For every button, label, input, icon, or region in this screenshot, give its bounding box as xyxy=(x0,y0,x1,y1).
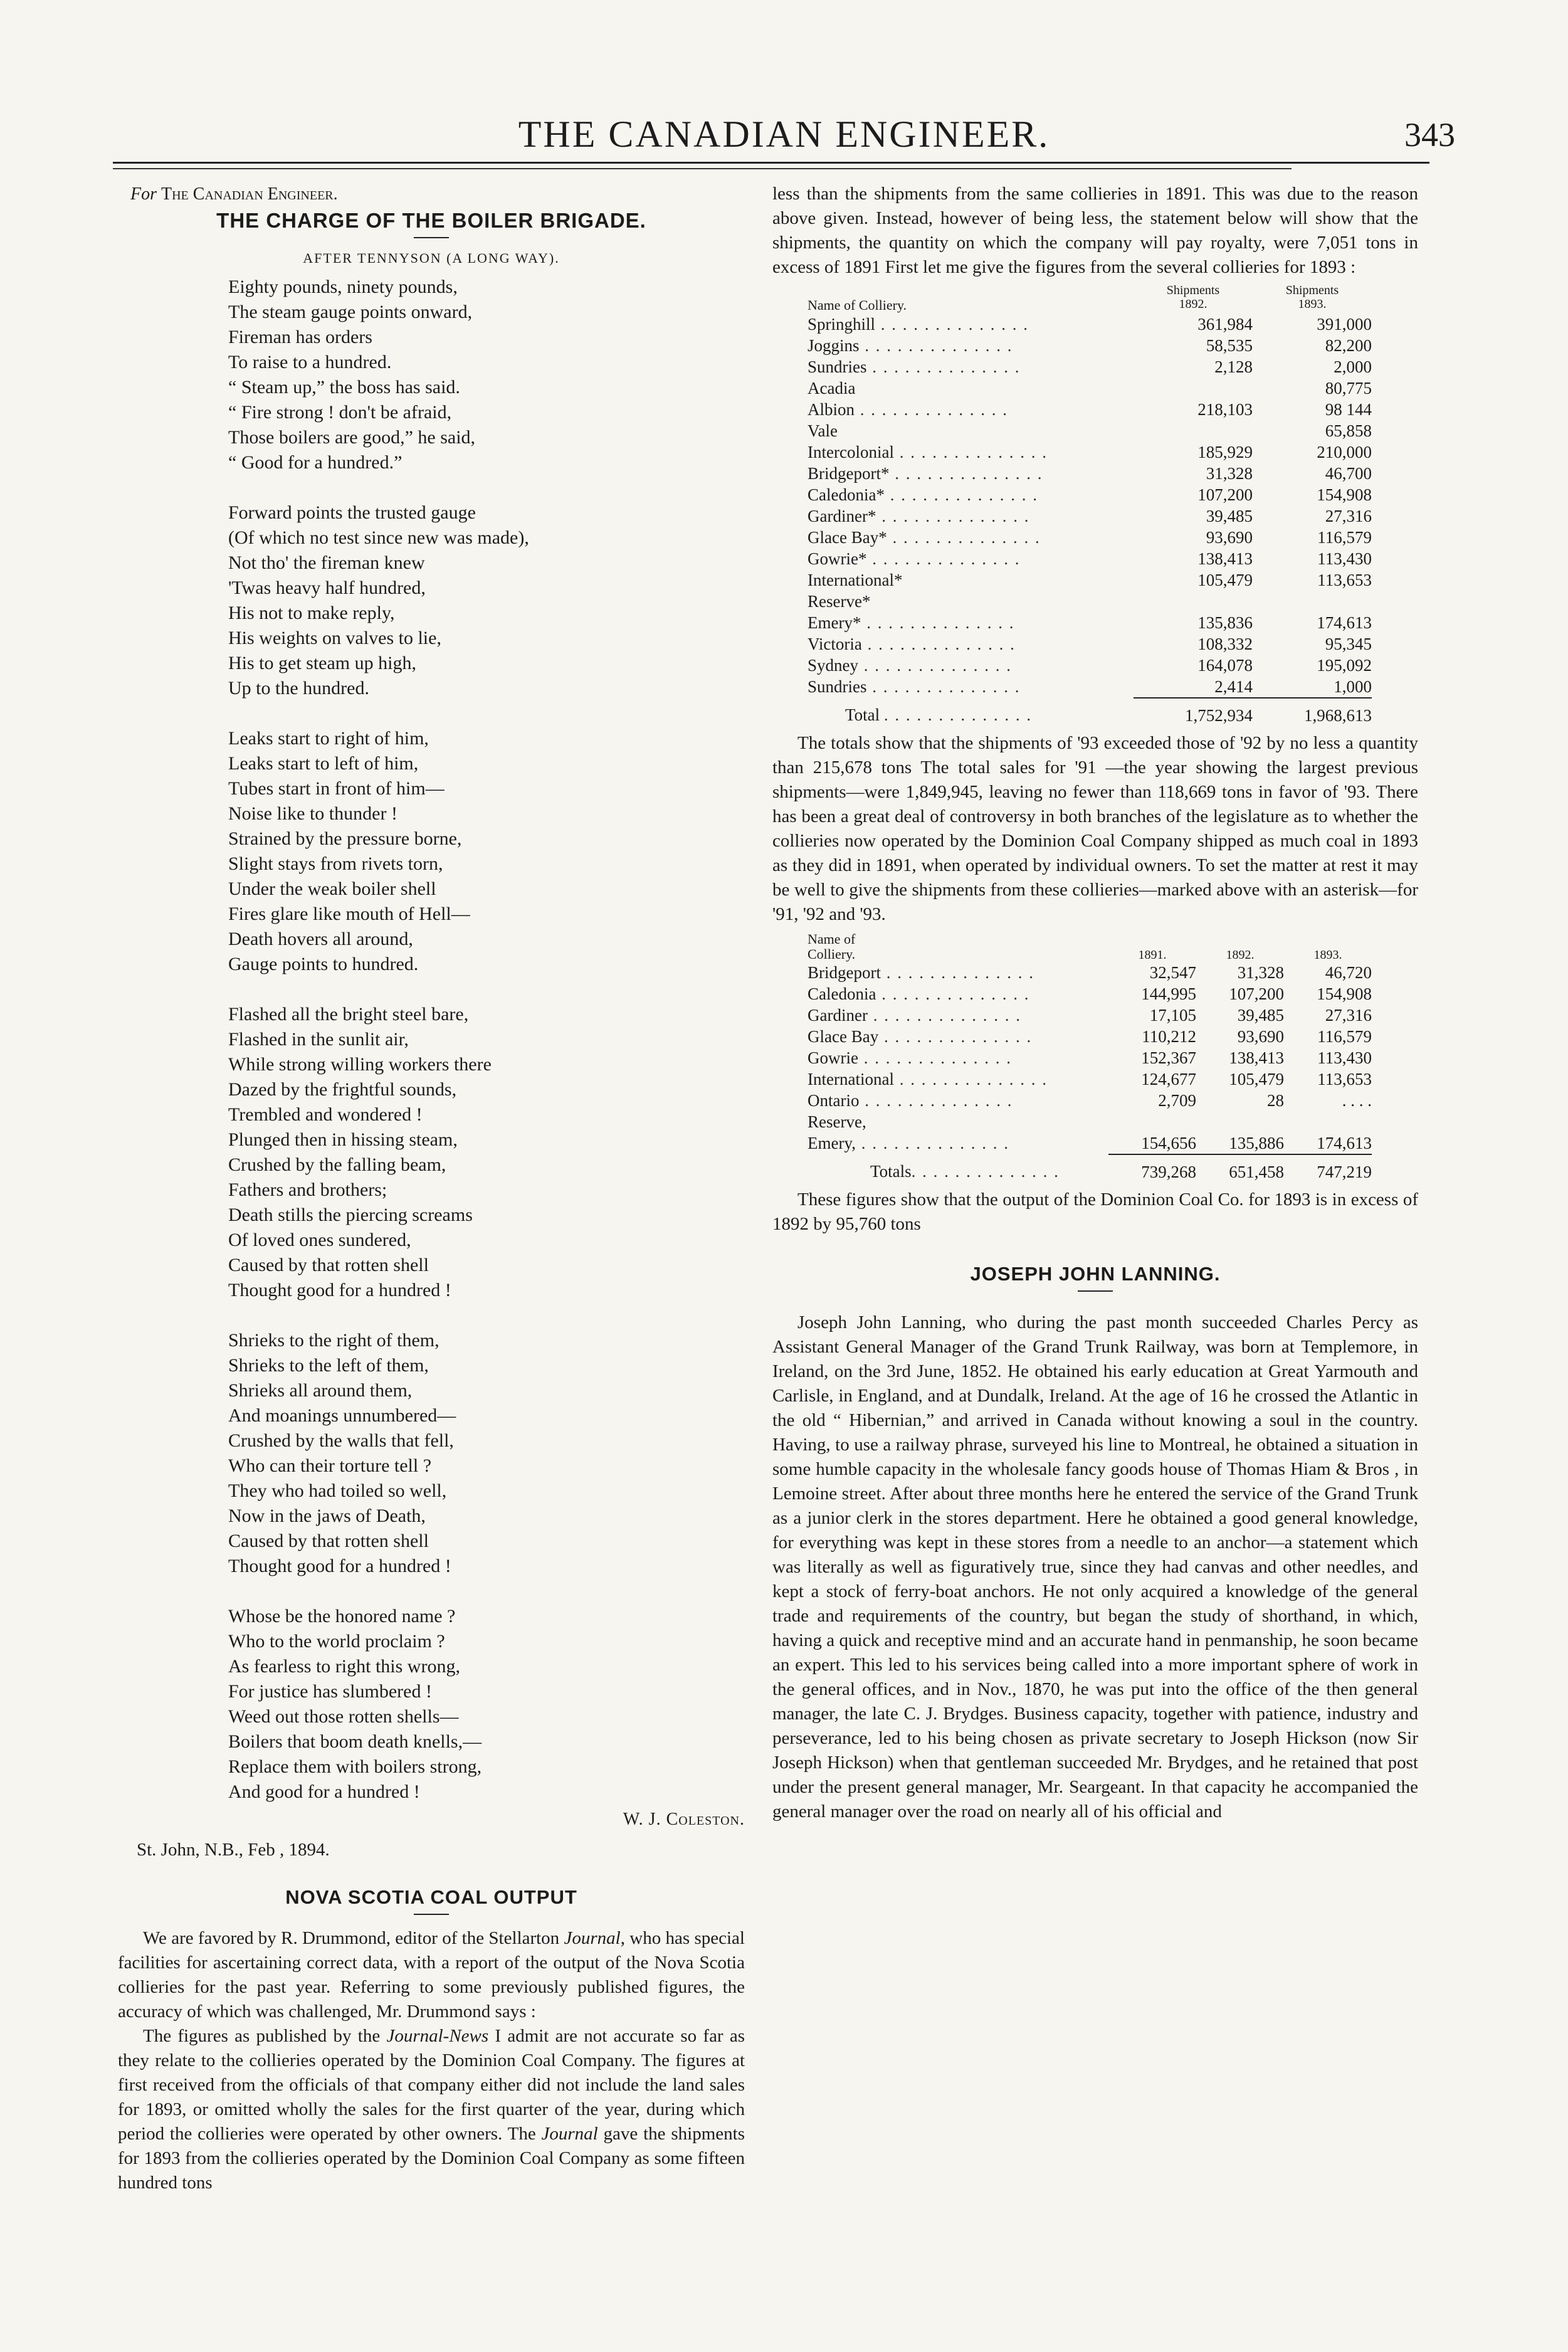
table-cell xyxy=(808,527,1134,548)
colliery-name: Victoria xyxy=(808,635,862,653)
total-label: Total xyxy=(845,705,880,724)
poem-line: His not to make reply, xyxy=(228,603,395,623)
colliery-name: Caledonia* xyxy=(808,485,885,504)
lanning-paragraph: Joseph John Lanning, who during the past month succeeded Charles Percy as Assistant General Manager of the Grand Trunk Railway, was born at Templemore, in Ireland, on the 3rd June, 1852. He obtained his early education at Great Yarmouth and Carlisle, in England, and at Dundalk, Ireland. At the age of 16 he crossed the Atlantic in the old “ Hibernian,” and arrived in Canada without knowing a soul in the country. Having, to use a railway phrase, surveyed his line to Montreal, he obtained a situation in some humble capacity in the wholesale fancy goods house of Thomas Hiam & Bros , in Lemoine street. After about three months here he entered the service of the Grand Trunk as a junior clerk in the stores department. Here he obtained a good general knowledge, for everything was kept in these stores from a needle to an anchor—a statement which was literally as well as figuratively true, since they had canvas and other needles, and kept a stock of ferry-boat anchors. He not only acquired a knowledge of the general trade and requirements of the country, but began the study of shorthand, in which, having a quick and receptive mind and an accurate hand in penmanship, he soon became an expert. This led to his services being called into a more important sphere of work in the general offices, and in Nov., 1870, he was put into the office of the then general manager, the late C. J. Brydges. Business capacity, together with patience, industry and perseverance, led to his being chosen as private secretary to Joseph Hickson (now Sir Joseph Hickson) when that gentleman succeeded Mr. Brydges, and he retained that post under the present general manager, Mr. Seargeant. In that capacity he accompanied the general manager over the road on nearly all of his official and xyxy=(772,1312,1418,1822)
poem-stanza xyxy=(228,275,745,475)
poem-line: His weights on valves to lie, xyxy=(228,628,441,648)
page-number: 343 xyxy=(1404,116,1455,154)
leader-dots: . . . . . . . . . . . . . . xyxy=(911,1162,1060,1181)
poem-line: Caused by that rotten shell xyxy=(228,1531,429,1551)
table-cell: 65,858 xyxy=(1325,421,1372,440)
colliery-name: Bridgeport xyxy=(808,963,881,982)
poem-line: The steam gauge points onward, xyxy=(228,302,473,322)
table-cell: 28 xyxy=(1267,1091,1284,1110)
table-cell: 58,535 xyxy=(1206,336,1253,355)
colliery-name: International xyxy=(808,1070,894,1089)
publication-name: The Canadian Engineer. xyxy=(161,184,338,204)
table-body xyxy=(808,314,1372,698)
poem-stanza xyxy=(228,500,745,701)
table-cell: 108,332 xyxy=(1197,635,1253,653)
journal-name: Journal-News xyxy=(386,2026,489,2046)
table-cell: 218,103 xyxy=(1197,400,1253,419)
table-cell: 107,200 xyxy=(1197,485,1253,504)
coal-shipments-table xyxy=(808,283,1372,726)
table-row xyxy=(808,484,1372,505)
table-cell xyxy=(808,420,1134,441)
poem-author: W. J. Coleston. xyxy=(623,1810,745,1829)
colliery-name: Gardiner xyxy=(808,1006,868,1025)
table-row xyxy=(808,1047,1372,1068)
table-cell: 93,690 xyxy=(1237,1027,1284,1046)
colliery-name: Sydney xyxy=(808,656,858,675)
table-cell xyxy=(808,1005,1108,1026)
table-cell: 1,752,934 xyxy=(1134,698,1253,726)
poem-line: As fearless to right this wrong, xyxy=(228,1656,460,1677)
leader-dots: . . . . . . . . . . . . . . xyxy=(893,443,1048,461)
colliery-name: Glace Bay* xyxy=(808,528,887,547)
colliery-name: International* xyxy=(808,571,903,589)
table-cell xyxy=(1134,420,1253,441)
leader-dots: . . . . . . . . . . . . . . xyxy=(866,357,1021,376)
colliery-name: Gowrie xyxy=(808,1048,858,1067)
table-cell: 116,579 xyxy=(1317,1027,1372,1046)
table-cell: . . . . xyxy=(1342,1091,1372,1110)
title-rule xyxy=(1078,1290,1113,1292)
coal-paragraph: These figures show that the output of the Dominion Coal Co. for 1893 is in excess of 1892 by 95,760 tons xyxy=(772,1189,1418,1234)
table-row xyxy=(808,548,1372,569)
table-row xyxy=(808,335,1372,356)
poem-line: Trembled and wondered ! xyxy=(228,1104,423,1125)
poem-line: Caused by that rotten shell xyxy=(228,1255,429,1275)
table-row xyxy=(808,463,1372,484)
table-cell xyxy=(808,698,1134,726)
table-cell xyxy=(808,591,1134,612)
table-cell: 110,212 xyxy=(1142,1027,1196,1046)
text-span: , who has special facilities for ascertaining correct data, with a report of the output of the Nova Scotia collieries for the past year. Referring to some previously published figures, the accuracy of which was challenged, Mr. Drummond says : xyxy=(118,1928,745,2022)
table-row xyxy=(808,633,1372,655)
table-header xyxy=(808,283,1134,297)
table-cell: 105,479 xyxy=(1229,1070,1284,1089)
coal-paragraph xyxy=(118,2024,745,2195)
poem-line: Who can their torture tell ? xyxy=(228,1455,432,1476)
text-span: The figures as published by the xyxy=(143,2026,387,2046)
table-cell: 391,000 xyxy=(1317,315,1372,334)
table-cell: 98 144 xyxy=(1325,400,1372,419)
poem-line: 'Twas heavy half hundred, xyxy=(228,577,426,598)
table-row xyxy=(808,1026,1372,1047)
table-header-row xyxy=(808,283,1372,297)
leader-dots: . . . . . . . . . . . . . . xyxy=(866,549,1021,568)
title-rule xyxy=(414,1914,449,1915)
header-rule xyxy=(113,162,1429,164)
left-column xyxy=(118,182,745,2195)
for-prefix: For xyxy=(130,184,157,204)
leader-dots: . . . . . . . . . . . . . . xyxy=(858,656,1012,675)
poem-place-date: St. John, N.B., Feb , 1894. xyxy=(137,1840,330,1860)
colliery-name: Emery, xyxy=(808,1134,856,1152)
poem-line: Fires glare like mouth of Hell— xyxy=(228,904,470,924)
poem-line: Flashed in the sunlit air, xyxy=(228,1029,409,1050)
table-cell: 93,690 xyxy=(1206,528,1253,547)
poem-line: Slight stays from rivets torn, xyxy=(228,853,443,874)
table-cell: 107,200 xyxy=(1229,984,1284,1003)
poem-line: Boilers that boom death knells,— xyxy=(228,1731,482,1752)
leader-dots: . . . . . . . . . . . . . . xyxy=(883,705,1033,724)
table-cell xyxy=(1108,1111,1196,1132)
poem-line: Thought good for a hundred ! xyxy=(228,1556,451,1576)
table-cell: 80,775 xyxy=(1325,379,1372,398)
colliery-name: Ontario xyxy=(808,1091,860,1110)
text-span: I admit are not accurate so far as they relate to the collieries operated by the Dominion Coal Company. The figures at first received from the officials of that company either did not include the land sales for 1893, or omitted wholly the sales for the first quarter of the year, during which period the collieries were operated by other owners. The xyxy=(118,2026,745,2144)
table-cell xyxy=(808,356,1134,377)
poem-line: Whose be the honored name ? xyxy=(228,1606,456,1627)
table-cell: 1,968,613 xyxy=(1253,698,1372,726)
poem-stanza xyxy=(228,1002,745,1303)
colliery-name: Intercolonial xyxy=(808,443,894,461)
text-span: gave the shipments for 1893 from the collieries operated by the Dominion Coal Company as some fifteen hundred tons xyxy=(118,2124,745,2193)
table-header: 1892. xyxy=(1226,948,1255,962)
right-column xyxy=(772,182,1418,1824)
table-cell: 31,328 xyxy=(1237,963,1284,982)
lanning-article-title: JOSEPH JOHN LANNING. xyxy=(970,1263,1221,1285)
poem-line: Plunged then in hissing steam, xyxy=(228,1129,458,1150)
table-cell: 154,908 xyxy=(1317,485,1372,504)
poem-stanza xyxy=(228,726,745,977)
poem-line: Death hovers all around, xyxy=(228,929,413,949)
journal-name: Journal xyxy=(564,1928,621,1948)
leader-dots: . . . . . . . . . . . . . . xyxy=(889,464,1043,483)
table-cell: 135,886 xyxy=(1229,1134,1284,1152)
table-cell: 27,316 xyxy=(1325,507,1372,525)
table-cell xyxy=(808,484,1134,505)
poem-line: Of loved ones sundered, xyxy=(228,1230,411,1250)
table-header: Shipments xyxy=(1285,283,1339,297)
table-row xyxy=(808,1005,1372,1026)
poem-line: Shrieks to the left of them, xyxy=(228,1355,429,1376)
table-cell: 2,414 xyxy=(1214,677,1253,696)
leader-dots: . . . . . . . . . . . . . . xyxy=(893,1070,1048,1089)
poem-line: “ Good for a hundred.” xyxy=(228,452,403,473)
poem-title: THE CHARGE OF THE BOILER BRIGADE. xyxy=(216,209,646,232)
table-cell: 116,579 xyxy=(1317,528,1372,547)
table-cell: 2,000 xyxy=(1334,357,1372,376)
table-cell xyxy=(808,377,1134,399)
table-cell: 174,613 xyxy=(1317,613,1372,632)
table-cell xyxy=(1253,591,1372,612)
table-cell xyxy=(808,655,1134,676)
poem-stanza xyxy=(228,1604,745,1805)
poem-line: Death stills the piercing screams xyxy=(228,1205,473,1225)
table-row xyxy=(808,314,1372,335)
table-cell: 135,836 xyxy=(1197,613,1253,632)
colliery-name: Vale xyxy=(808,421,838,440)
table-cell xyxy=(808,335,1134,356)
table-header: Shipments xyxy=(1166,283,1220,297)
table-cell xyxy=(808,1026,1108,1047)
poem-line: Thought good for a hundred ! xyxy=(228,1280,451,1300)
table-header: 1891. xyxy=(1138,948,1167,962)
poem-line: Eighty pounds, ninety pounds, xyxy=(228,277,458,297)
poem-line: Leaks start to left of him, xyxy=(228,753,419,774)
poem-line: Up to the hundred. xyxy=(228,678,369,699)
header-rule-thin xyxy=(113,168,1292,169)
table-header: Name of Colliery. xyxy=(808,297,907,313)
table-cell: 39,485 xyxy=(1206,507,1253,525)
table-cell: 144,995 xyxy=(1141,984,1196,1003)
colliery-name: Caledonia xyxy=(808,984,876,1003)
table-cell xyxy=(808,1047,1108,1068)
table-cell: 82,200 xyxy=(1325,336,1372,355)
table-cell xyxy=(808,314,1134,335)
table-total-row xyxy=(808,698,1372,726)
colliery-name: Joggins xyxy=(808,336,860,355)
poem-line: Dazed by the frightful sounds, xyxy=(228,1079,457,1100)
poem-line: Not tho' the fireman knew xyxy=(228,552,425,573)
colliery-name: Sundries xyxy=(808,357,867,376)
table-cell: 113,430 xyxy=(1317,549,1372,568)
poem-line: Under the weak boiler shell xyxy=(228,878,436,899)
poem-line: Those boilers are good,” he said, xyxy=(228,427,476,448)
poem-line: Tubes start in front of him— xyxy=(228,778,445,799)
colliery-name: Bridgeport* xyxy=(808,464,890,483)
poem-line: For justice has slumbered ! xyxy=(228,1681,432,1702)
table-cell: 17,105 xyxy=(1149,1006,1196,1025)
table-cell xyxy=(808,1132,1108,1154)
table-row xyxy=(808,1111,1372,1132)
header-line: Name of xyxy=(808,931,856,947)
table-row xyxy=(808,612,1372,633)
table-row xyxy=(808,962,1372,983)
table-cell: 31,328 xyxy=(1206,464,1253,483)
table-cell: 154,656 xyxy=(1141,1134,1196,1152)
table-cell xyxy=(808,399,1134,420)
table-row xyxy=(808,527,1372,548)
poem-line: And good for a hundred ! xyxy=(228,1781,420,1802)
table-row xyxy=(808,420,1372,441)
table-cell: 164,078 xyxy=(1197,656,1253,675)
poem-line: Forward points the trusted gauge xyxy=(228,502,476,523)
table-cell: 210,000 xyxy=(1317,443,1372,461)
leader-dots: . . . . . . . . . . . . . . xyxy=(855,1134,1009,1152)
table-header: 1893. xyxy=(1313,948,1342,962)
leader-dots: . . . . . . . . . . . . . . xyxy=(867,1006,1021,1025)
leader-dots: . . . . . . . . . . . . . . xyxy=(861,635,1016,653)
table-row xyxy=(808,441,1372,463)
leader-dots: . . . . . . . . . . . . . . xyxy=(855,400,1009,419)
table-header-row xyxy=(808,932,1372,962)
table-row xyxy=(808,1090,1372,1111)
poem-line: Gauge points to hundred. xyxy=(228,954,419,974)
poem-subtitle: AFTER TENNYSON (A LONG WAY). xyxy=(303,250,560,266)
coal-article-title: NOVA SCOTIA COAL OUTPUT xyxy=(285,1886,577,1908)
colliery-name: Reserve, xyxy=(808,1112,866,1131)
table-cell: 138,413 xyxy=(1197,549,1253,568)
poem-line: Leaks start to right of him, xyxy=(228,728,429,749)
colliery-name: Gowrie* xyxy=(808,549,867,568)
table-cell: 185,929 xyxy=(1197,443,1253,461)
table-row xyxy=(808,377,1372,399)
table-row xyxy=(808,356,1372,377)
table-cell: 361,984 xyxy=(1197,315,1253,334)
table-cell: 138,413 xyxy=(1229,1048,1284,1067)
poem-line: Flashed all the bright steel bare, xyxy=(228,1004,469,1025)
poem-line: “ Fire strong ! don't be afraid, xyxy=(228,402,452,423)
poem-line: They who had toiled so well, xyxy=(228,1480,447,1501)
table-cell: 113,653 xyxy=(1317,1070,1372,1089)
table-header: 1892. xyxy=(1179,297,1208,311)
table-cell xyxy=(808,441,1134,463)
poem-line: Strained by the pressure borne, xyxy=(228,828,462,849)
colliery-name: Springhill xyxy=(808,315,876,334)
table-cell xyxy=(808,1068,1108,1090)
page-header-title: THE CANADIAN ENGINEER. xyxy=(518,113,1050,155)
table-cell xyxy=(808,1154,1108,1183)
table-cell: 39,485 xyxy=(1237,1006,1284,1025)
table-cell: 46,700 xyxy=(1325,464,1372,483)
colliery-name: Sundries xyxy=(808,677,867,696)
leader-dots: . . . . . . . . . . . . . . xyxy=(887,528,1041,547)
table-row xyxy=(808,569,1372,591)
table-cell: 113,653 xyxy=(1317,571,1372,589)
colliery-name: Emery* xyxy=(808,613,861,632)
table-cell xyxy=(808,505,1134,527)
title-rule xyxy=(414,237,449,238)
poem-line: Fireman has orders xyxy=(228,327,372,347)
table-cell xyxy=(1134,591,1253,612)
poem-line: Replace them with boilers strong, xyxy=(228,1756,482,1777)
table-cell: 32,547 xyxy=(1149,963,1196,982)
table-cell xyxy=(808,1090,1108,1111)
table-cell: 747,219 xyxy=(1284,1154,1372,1183)
table-cell: 174,613 xyxy=(1317,1134,1372,1152)
table-header-row xyxy=(808,297,1372,314)
poem-line: Weed out those rotten shells— xyxy=(228,1706,459,1727)
poem-stanza xyxy=(228,1328,745,1579)
poem-line: And moanings unnumbered— xyxy=(228,1405,456,1426)
poem-line: (Of which no test since new was made), xyxy=(228,527,529,548)
poem-line: Crushed by the falling beam, xyxy=(228,1154,446,1175)
table-header: 1893. xyxy=(1298,297,1327,311)
table-total-row xyxy=(808,1154,1372,1183)
table-cell: 152,367 xyxy=(1141,1048,1196,1067)
table-cell: 2,709 xyxy=(1158,1091,1196,1110)
table-cell: 154,908 xyxy=(1317,984,1372,1003)
poem-line: While strong willing workers there xyxy=(228,1054,492,1075)
table-cell xyxy=(808,1111,1108,1132)
poem-line: His to get steam up high, xyxy=(228,653,416,673)
table-row xyxy=(808,591,1372,612)
table-cell: 1,000 xyxy=(1334,677,1372,696)
coal-paragraph xyxy=(118,1926,745,2024)
leader-dots: . . . . . . . . . . . . . . xyxy=(875,315,1029,334)
poem-line: Shrieks to the right of them, xyxy=(228,1330,439,1351)
table-cell xyxy=(808,569,1134,591)
table-cell: 2,128 xyxy=(1214,357,1253,376)
poem-line: Crushed by the walls that fell, xyxy=(228,1430,454,1451)
table-row xyxy=(808,1132,1372,1154)
total-label: Totals xyxy=(870,1162,912,1181)
leader-dots: . . . . . . . . . . . . . . xyxy=(884,485,1038,504)
header-line: Colliery. xyxy=(808,946,856,962)
journal-name: Journal xyxy=(541,2124,598,2144)
poem-line: Noise like to thunder ! xyxy=(228,803,397,824)
table-cell xyxy=(1284,1111,1372,1132)
table-cell xyxy=(808,633,1134,655)
poem-line: Fathers and brothers; xyxy=(228,1179,387,1200)
table-cell: 739,268 xyxy=(1108,1154,1196,1183)
table-header xyxy=(808,932,1108,962)
leader-dots: . . . . . . . . . . . . . . xyxy=(859,336,1013,355)
poem-body xyxy=(118,275,745,1805)
table-row xyxy=(808,655,1372,676)
coal-paragraph-continued: less than the shipments from the same collieries in 1891. This was due to the reason above given. Instead, however of being less, the statement below will show that the shipments, the quantity on which the company will pay royalty, were 7,051 tons in excess of 1891 First let me give the figures from the several collieries for 1893 : xyxy=(772,184,1418,277)
poem-line: To raise to a hundred. xyxy=(228,352,392,372)
table-cell: 105,479 xyxy=(1197,571,1253,589)
colliery-name: Glace Bay xyxy=(808,1027,879,1046)
colliery-name: Acadia xyxy=(808,379,856,398)
table-cell xyxy=(808,612,1134,633)
leader-dots: . . . . . . . . . . . . . . xyxy=(858,1048,1012,1067)
poem-line: Who to the world proclaim ? xyxy=(228,1631,445,1652)
table-cell: 651,458 xyxy=(1196,1154,1284,1183)
leader-dots: . . . . . . . . . . . . . . xyxy=(880,963,1034,982)
table-cell xyxy=(808,983,1108,1005)
table-cell xyxy=(1196,1111,1284,1132)
table-cell: 95,345 xyxy=(1325,635,1372,653)
table-row xyxy=(808,676,1372,698)
table-row xyxy=(808,399,1372,420)
table-cell xyxy=(808,962,1108,983)
table-cell: 46,720 xyxy=(1325,963,1372,982)
table-cell xyxy=(808,463,1134,484)
table-cell xyxy=(1134,377,1253,399)
colliery-name: Gardiner* xyxy=(808,507,876,525)
poem-line: “ Steam up,” the boss has said. xyxy=(228,377,460,398)
leader-dots: . . . . . . . . . . . . . . xyxy=(859,1091,1013,1110)
table-row xyxy=(808,1068,1372,1090)
table-row xyxy=(808,983,1372,1005)
table-cell xyxy=(808,676,1134,698)
poem-line: Now in the jaws of Death, xyxy=(228,1506,426,1526)
text-span: We are favored by R. Drummond, editor of the Stellarton xyxy=(143,1928,564,1948)
coal-paragraph: The totals show that the shipments of '93 exceeded those of '92 by no less a quantity than 215,678 tons The total sales for '91 —the year showing the largest previous shipments—were 1,849,945, leaving no fewer than 118,669 tons in favor of '93. There has been a great deal of controversy in both branches of the legislature as to whether the collieries now operated by the Dominion Coal Company shipped as much coal in 1893 as they did in 1891, when operated by individual owners. To set the matter at rest it may be well to give the shipments from these collieries—marked above with an asterisk—for '91, '92 and '93. xyxy=(772,733,1418,924)
colliery-name: Albion xyxy=(808,400,855,419)
leader-dots: . . . . . . . . . . . . . . xyxy=(876,984,1030,1003)
table-row xyxy=(808,505,1372,527)
table-body xyxy=(808,962,1372,1154)
asterisk-collieries-table xyxy=(808,932,1372,1183)
poem-line: Shrieks all around them, xyxy=(228,1380,413,1401)
table-cell: 113,430 xyxy=(1317,1048,1372,1067)
leader-dots: . . . . . . . . . . . . . . xyxy=(878,1027,1033,1046)
leader-dots: . . . . . . . . . . . . . . xyxy=(876,507,1030,525)
table-cell: 27,316 xyxy=(1325,1006,1372,1025)
colliery-name: Reserve* xyxy=(808,592,871,611)
table-cell xyxy=(808,548,1134,569)
leader-dots: . . . . . . . . . . . . . . xyxy=(866,677,1021,696)
table-cell: 124,677 xyxy=(1141,1070,1196,1089)
table-cell: 195,092 xyxy=(1317,656,1372,675)
leader-dots: . . . . . . . . . . . . . . xyxy=(861,613,1015,632)
publication-credit xyxy=(130,182,745,207)
